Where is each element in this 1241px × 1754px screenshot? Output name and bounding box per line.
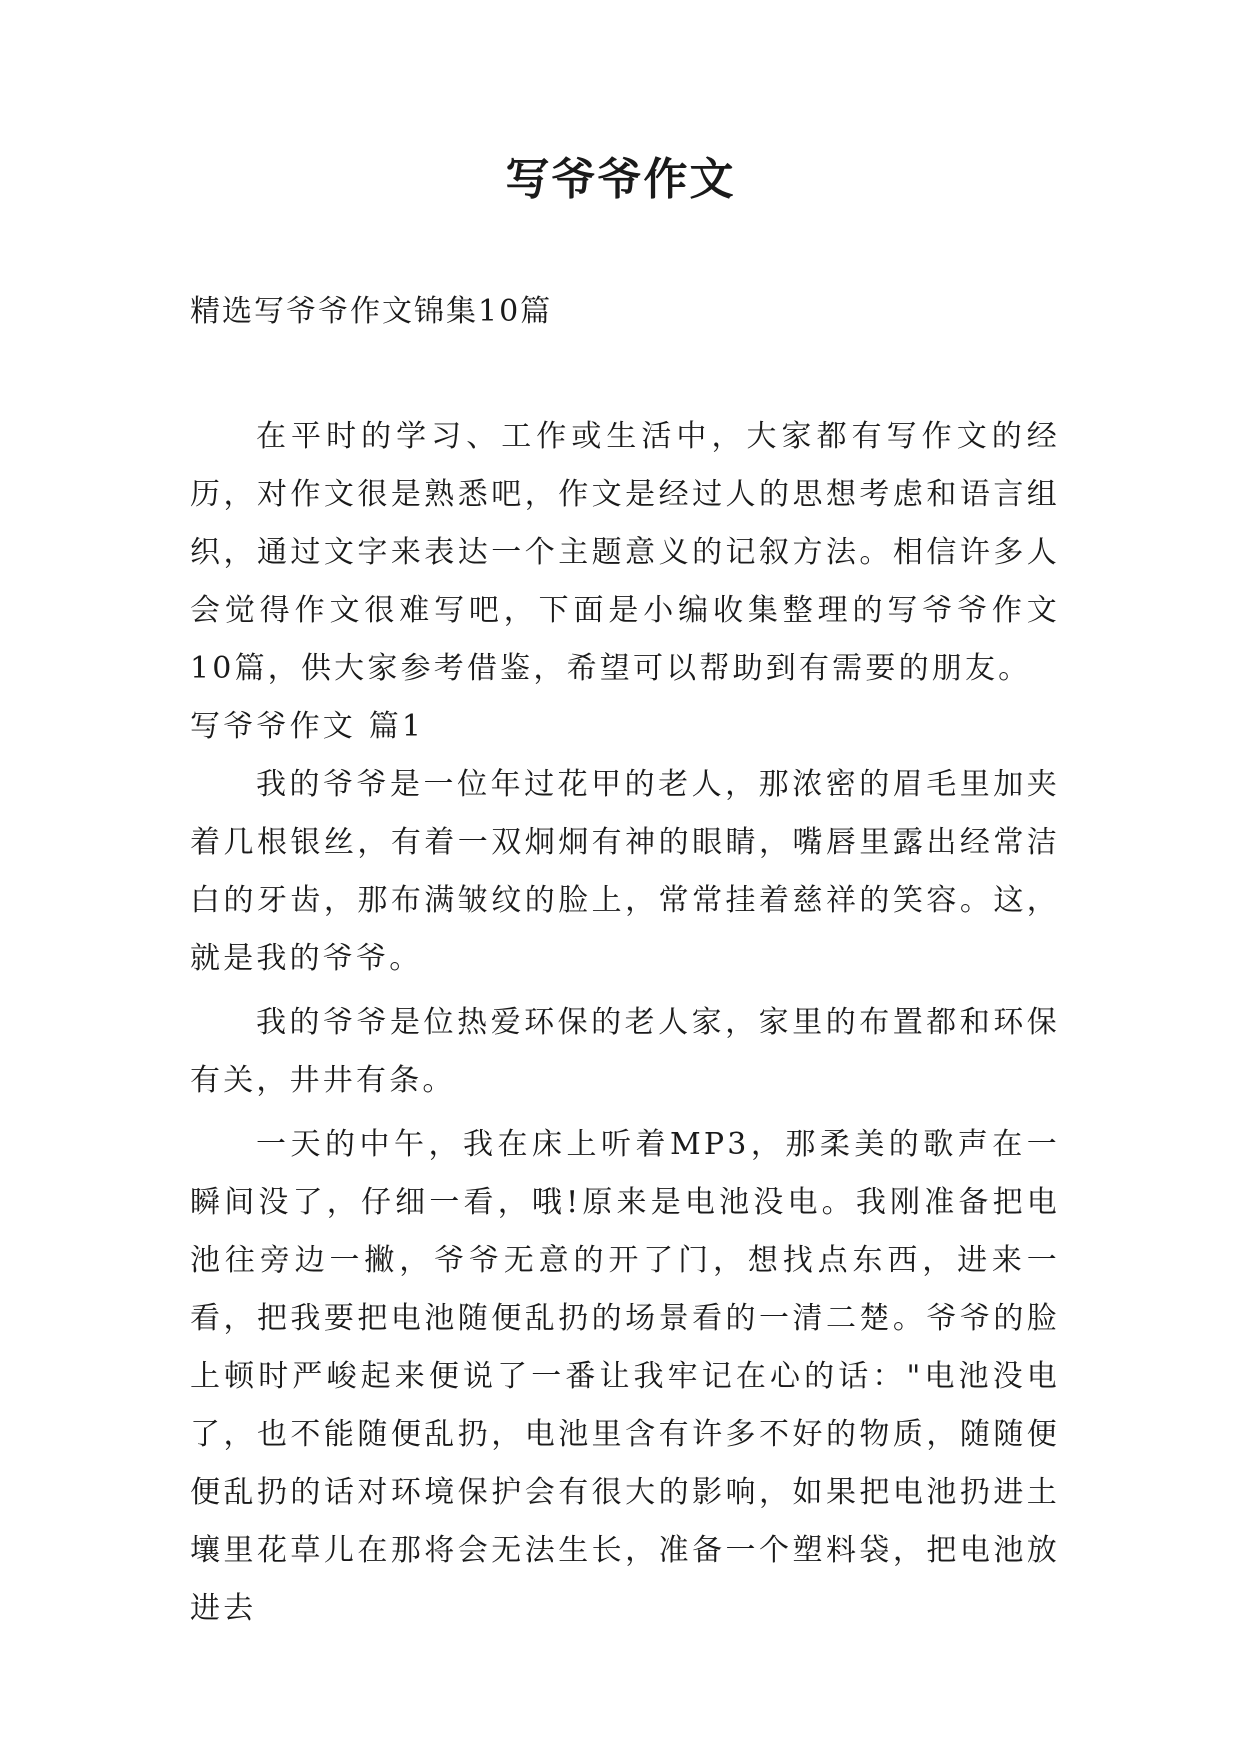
section-heading: 写爷爷作文 篇1: [190, 709, 425, 744]
document-title: 写爷爷作文: [505, 154, 736, 205]
body-paragraph: 我的爷爷是位热爱环保的老人家，家里的布置都和环保有关，井井有条。: [190, 1005, 1060, 1098]
document-subtitle: 精选写爷爷作文锦集10篇: [190, 294, 553, 329]
body-paragraph: 一天的中午，我在床上听着MP3，那柔美的歌声在一瞬间没了，仔细一看，哦!原来是电池没电。我刚准备把电池往旁边一撇，爷爷无意的开了门，想找点东西，进来一看，把我要把电池随便乱扔的场景看的一清二楚。爷爷的脸上顿时严峻起来便说了一番让我牢记在心的话："电池没电了，也不能随便乱扔，电池里含有许多不好的物质，随随便便乱扔的话对环境保护会有很大的影响，如果把电池扔进土壤里花草儿在那将会无法生长，准备一个塑料袋，把电池放进去: [190, 1127, 1060, 1626]
intro-paragraph: 在平时的学习、工作或生活中，大家都有写作文的经历，对作文很是熟悉吧，作文是经过人的思想考虑和语言组织，通过文字来表达一个主题意义的记叙方法。相信许多人会觉得作文很难写吧，下面是小编收集整理的写爷爷作文10篇，供大家参考借鉴，希望可以帮助到有需要的朋友。: [190, 419, 1060, 686]
document-body: [190, 408, 1060, 1638]
body-paragraph: 我的爷爷是一位年过花甲的老人，那浓密的眉毛里加夹着几根银丝，有着一双炯炯有神的眼睛，嘴唇里露出经常洁白的牙齿，那布满皱纹的脸上，常常挂着慈祥的笑容。这，就是我的爷爷。: [190, 767, 1060, 976]
